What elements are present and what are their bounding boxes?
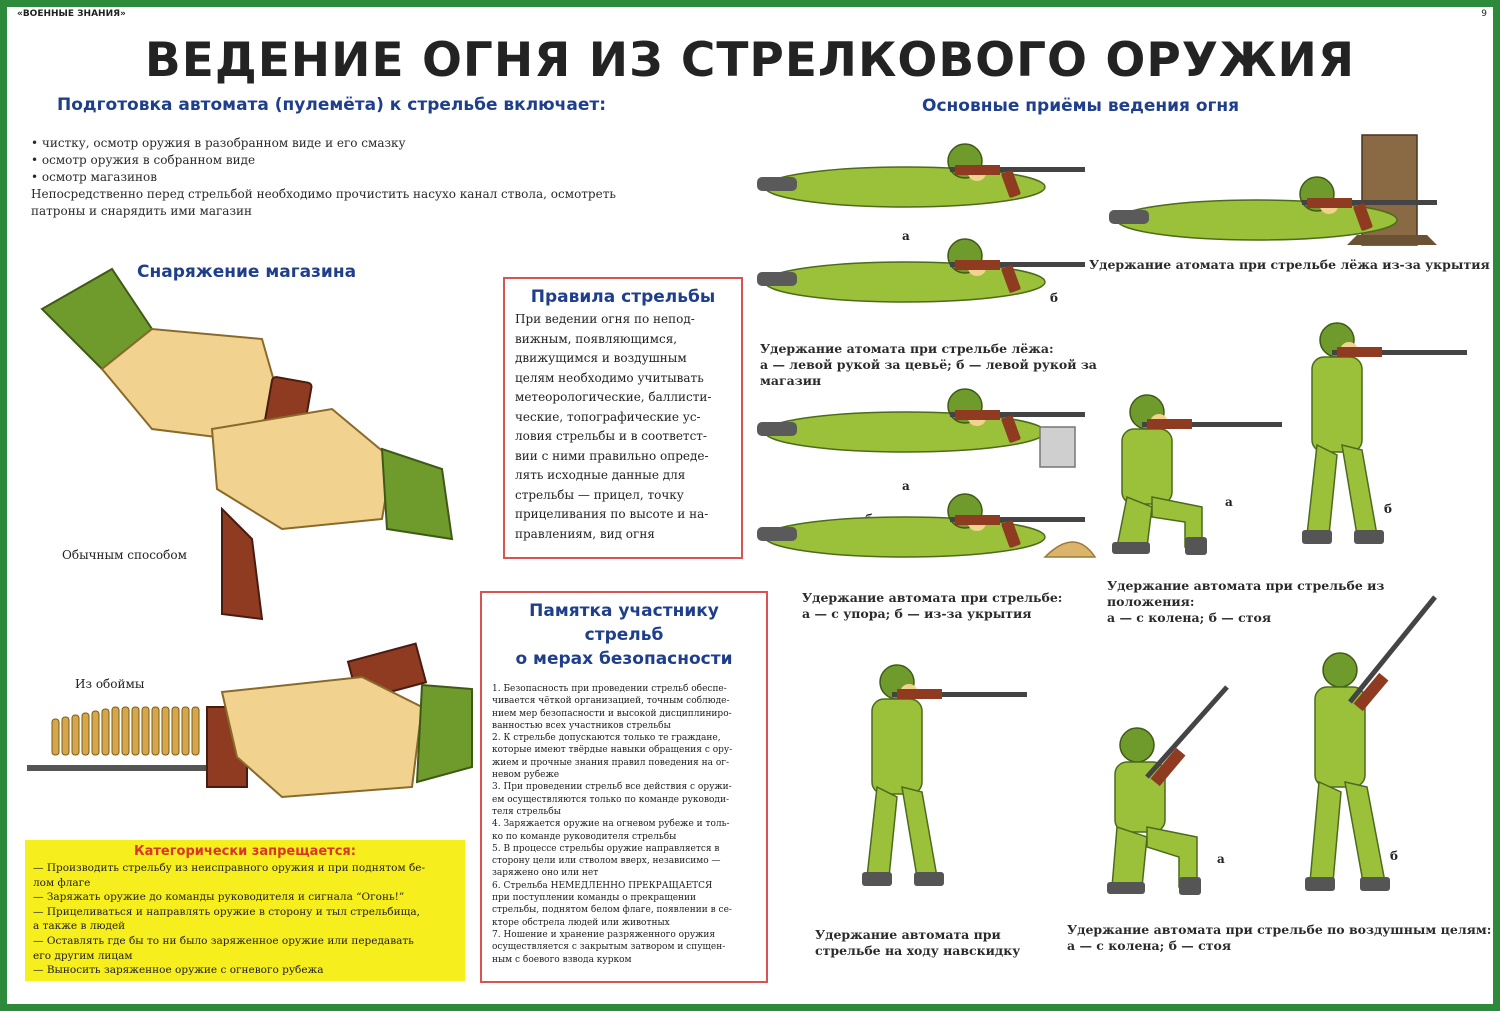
magazine-loading-clip-illustration bbox=[22, 647, 472, 807]
preparation-item: • осмотр магазинов bbox=[31, 170, 157, 184]
prone-behind-cover-illustration bbox=[755, 497, 1095, 577]
magazine-loading-normal-illustration bbox=[32, 269, 472, 629]
memo-line: ем осуществляются только по команде руководи- bbox=[492, 794, 730, 805]
standing-illustration bbox=[1297, 325, 1477, 555]
rules-line: метеорологические, баллисти- bbox=[515, 390, 712, 404]
caption-line: Удержание автомата при стрельбе: bbox=[802, 590, 1063, 605]
caption-line: Удержание атомата при стрельбе лёжа: bbox=[760, 341, 1054, 356]
rules-line: При ведении огня по непод- bbox=[515, 312, 695, 326]
air-kneeling-illustration bbox=[1107, 687, 1247, 907]
preparation-item: • чистку, осмотр оружия в разобранном виде и его смазку bbox=[31, 136, 406, 150]
caption-line: а — с упора; б — из-за укрытия bbox=[802, 606, 1032, 621]
forbidden-item: — Выносить заряженное оружие с огневого рубежа bbox=[33, 964, 324, 977]
rules-line: ческие, топографические ус- bbox=[515, 409, 701, 424]
rules-line: движущимся и воздушным bbox=[515, 351, 687, 365]
rules-line: вижным, появляющимся, bbox=[515, 331, 678, 346]
preparation-item: • осмотр оружия в собранном виде bbox=[31, 153, 256, 167]
caption-support bbox=[802, 590, 1062, 622]
label-b: б bbox=[1390, 849, 1399, 863]
caption-prone bbox=[760, 341, 1097, 389]
forbidden-panel bbox=[25, 840, 465, 981]
caption-line: а — с колена; б — стоя bbox=[1067, 938, 1232, 953]
caption-line: стрельбе на ходу навскидку bbox=[815, 943, 1021, 958]
label-b: б bbox=[1050, 291, 1059, 305]
memo-line: 3. При проведении стрельб все действия с оружи- bbox=[492, 782, 732, 793]
memo-line: 7. Ношение и хранение разряженного оружия bbox=[492, 929, 716, 940]
page-title: ВЕДЕНИЕ ОГНЯ ИЗ СТРЕЛКОВОГО ОРУЖИЯ bbox=[144, 33, 1356, 88]
caption-line: Удержание автомата при стрельбе из bbox=[1107, 578, 1385, 593]
forbidden-item: лом флаге bbox=[33, 876, 91, 889]
caption-line: а — с колена; б — стоя bbox=[1107, 610, 1272, 625]
rules-heading: Правила стрельбы bbox=[530, 287, 716, 307]
prone-forend-illustration bbox=[755, 147, 1095, 217]
prone-magazine-illustration bbox=[755, 242, 1095, 312]
memo-line: 4. Заряжается оружие на огневом рубеже и толь- bbox=[492, 819, 730, 830]
poster-sheet bbox=[7, 7, 1493, 1004]
memo-line: теля стрельбы bbox=[492, 806, 561, 817]
caption-line: положения: bbox=[1107, 594, 1195, 609]
memo-heading-line: Памятка участнику bbox=[529, 601, 719, 621]
page-number: 9 bbox=[1481, 9, 1487, 19]
memo-line: 6. Стрельба НЕМЕДЛЕННО ПРЕКРАЩАЕТСЯ bbox=[492, 880, 713, 891]
caption-from-clip: Из обоймы bbox=[75, 677, 145, 691]
memo-line: 2. К стрельбе допускаются только те граждане, bbox=[492, 733, 721, 744]
rules-line: ловия стрельбы и в соответст- bbox=[515, 429, 707, 443]
memo-line: при поступлении команды о прекращении bbox=[492, 893, 697, 904]
magazine-heading: Снаряжение магазина bbox=[137, 262, 357, 282]
memo-list bbox=[482, 683, 766, 966]
memo-line: жием и прочные знания правил поведения на ог- bbox=[492, 757, 729, 768]
forbidden-list bbox=[25, 859, 465, 978]
rules-line: стрельбы — прицел, точку bbox=[515, 487, 684, 502]
label-a: а bbox=[1217, 852, 1225, 866]
label-a: а bbox=[1225, 495, 1233, 509]
memo-heading bbox=[482, 599, 766, 671]
caption-air bbox=[1067, 922, 1491, 954]
label-a: а bbox=[902, 229, 910, 243]
forbidden-item: — Прицеливаться и направлять оружие в сторону и тыл стрельбища, bbox=[33, 905, 420, 918]
caption-moving bbox=[815, 927, 1020, 959]
forbidden-item: — Производить стрельбу из неисправного оружия и при поднятом бе- bbox=[33, 862, 426, 874]
kneeling-illustration bbox=[1107, 397, 1287, 567]
caption-line: Удержание автомата при стрельбе по воздушным целям: bbox=[1067, 922, 1492, 937]
memo-line: чивается чёткой организацией, точным соблюде- bbox=[492, 696, 730, 707]
forbidden-heading: Категорически запрещается: bbox=[134, 844, 356, 859]
rules-line: вии с ними правильно опреде- bbox=[515, 448, 709, 463]
air-standing-illustration bbox=[1305, 592, 1445, 902]
rules-line: прицеливания по высоте и на- bbox=[515, 507, 709, 521]
memo-line: сторону цели или стволом вверх, независимо — bbox=[492, 856, 721, 867]
label-b: б bbox=[1384, 502, 1393, 516]
preparation-note: патроны и снарядить ими магазин bbox=[31, 204, 252, 218]
rules-text bbox=[505, 310, 741, 544]
forbidden-item: его другим лицам bbox=[33, 949, 133, 962]
forbidden-item: — Заряжать оружие до команды руководителя и сигнала “Огонь!” bbox=[33, 891, 405, 904]
caption-prone-cover: Удержание атомата при стрельбе лёжа из-за укрытия bbox=[1089, 257, 1490, 272]
memo-line: ванностью всех участников стрельбы bbox=[492, 720, 671, 731]
caption-line: магазин bbox=[760, 373, 822, 388]
memo-line: 1. Безопасность при проведении стрельб обеспе- bbox=[492, 684, 727, 694]
forbidden-item: — Оставлять где бы то ни было заряженное оружие или передавать bbox=[33, 934, 414, 947]
safety-memo-panel bbox=[480, 591, 768, 983]
memo-line: нием мер безопасности и высокой дисциплиниро- bbox=[492, 708, 732, 719]
moving-fire-illustration bbox=[857, 667, 1047, 897]
memo-line: ко по команде руководителя стрельбы bbox=[492, 831, 677, 842]
label-a: а bbox=[902, 479, 910, 493]
rules-line: лять исходные данные для bbox=[515, 468, 686, 482]
preparation-note: Непосредственно перед стрельбой необходимо прочистить насухо канал ствола, осмотреть bbox=[31, 187, 616, 201]
memo-line: заряжено оно или нет bbox=[492, 868, 599, 879]
memo-line: осуществляется с закрытым затвором и спущен- bbox=[492, 942, 726, 953]
prone-cover-illustration bbox=[1107, 135, 1467, 255]
prone-rest-illustration bbox=[755, 392, 1095, 472]
memo-line: ным с боевого взвода курком bbox=[492, 954, 632, 965]
techniques-heading: Основные приёмы ведения огня bbox=[922, 96, 1240, 116]
memo-line: 5. В процессе стрельбы оружие направляется в bbox=[492, 843, 720, 854]
rules-line: правлениям, вид огня bbox=[515, 526, 655, 541]
preparation-heading: Подготовка автомата (пулемёта) к стрельбе включает: bbox=[57, 95, 607, 115]
memo-line: кторе обстрела людей или животных bbox=[492, 917, 670, 928]
memo-line: стрельбы, поднятом белом флаге, появлении в се- bbox=[492, 905, 732, 916]
caption-normal-method: Обычным способом bbox=[62, 548, 187, 562]
memo-heading-line: стрельб bbox=[584, 625, 664, 645]
memo-line: невом рубеже bbox=[492, 770, 560, 781]
caption-line: а — левой рукой за цевьё; б — левой рукой за bbox=[760, 357, 1097, 372]
caption-line: Удержание автомата при bbox=[815, 927, 1001, 942]
forbidden-item: а также в людей bbox=[33, 920, 126, 933]
preparation-list bbox=[31, 135, 616, 220]
memo-heading-line: о мерах безопасности bbox=[515, 649, 733, 669]
series-label: «ВОЕННЫЕ ЗНАНИЯ» bbox=[17, 9, 126, 19]
rules-line: целям необходимо учитывать bbox=[515, 370, 704, 385]
memo-line: которые имеют твёрдые навыки обращения с ору- bbox=[492, 745, 733, 756]
rules-panel bbox=[503, 277, 743, 559]
